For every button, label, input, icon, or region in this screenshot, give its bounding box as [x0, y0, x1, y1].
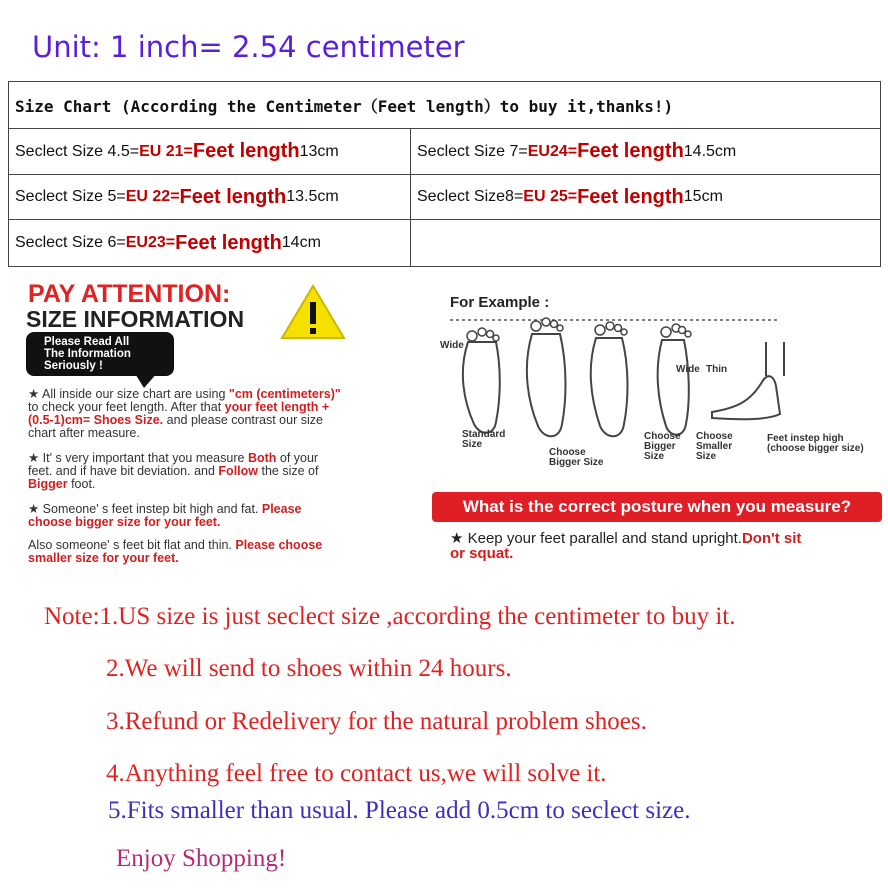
caption-text: Size: [462, 439, 483, 450]
note-highlight: "cm (centimeters)": [228, 387, 341, 401]
note-text: Also someone' s feet bit flat and thin.: [28, 538, 236, 552]
eu-size: EU 21: [139, 142, 184, 160]
caption-text: Thin: [706, 364, 728, 375]
unit-title: Unit: 1 inch= 2.54 centimeter: [32, 30, 465, 64]
foot-instep: [712, 376, 780, 419]
bubble-line: Please Read All: [44, 336, 130, 348]
note-instep-high: [28, 503, 302, 529]
cm-value: 14.5cm: [683, 142, 737, 160]
feet-length-label: Feet length: [175, 231, 282, 254]
note-text: ★ Someone' s feet instep bit high and fat.: [28, 502, 262, 516]
caption-text: Wide: [676, 364, 700, 375]
note-text: of your: [276, 451, 319, 465]
size-chart-table: [8, 81, 881, 267]
caption-text: Choose: [644, 431, 681, 442]
note-highlight: (0.5-1)cm= Shoes Size.: [28, 413, 164, 427]
equals: =: [170, 188, 180, 205]
caption-text: Size: [644, 451, 665, 462]
size-label: Seclect Size8=: [417, 188, 524, 205]
feet-length-label: Feet length: [577, 140, 684, 162]
size-cell: [411, 175, 880, 219]
eu-size: EU 22: [125, 188, 171, 205]
empty-cell: [411, 220, 880, 266]
note-text: ★ It' s very important that you measure: [28, 451, 248, 465]
read-all-bubble: [26, 332, 174, 376]
caption-text: Standard: [462, 429, 506, 440]
note-line-5: 5.Fits smaller than usual. Please add 0.5cm to seclect size.: [108, 797, 691, 824]
posture-note: [450, 531, 801, 561]
note-measure-both: [28, 452, 318, 491]
note-line-4: 4.Anything feel free to contact us,we will solve it.: [106, 760, 607, 787]
note-highlight: Bigger: [28, 477, 68, 491]
note-cm: [28, 388, 341, 440]
size-label: Seclect Size 6=: [15, 234, 126, 251]
note-highlight: Follow: [218, 464, 258, 478]
caption-choose-bigger: [644, 432, 681, 462]
equals: =: [183, 142, 193, 160]
note-text: ★ All inside our size chart are using: [28, 387, 229, 401]
posture-banner: What is the correct posture when you measure?: [432, 492, 882, 522]
note-text: chart after measure.: [28, 426, 140, 440]
note-line-1: Note:1.US size is just seclect size ,according the centimeter to buy it.: [44, 603, 736, 630]
foot-bigger: [527, 334, 566, 436]
eu-size: EU23: [125, 234, 166, 251]
cm-value: 15cm: [683, 188, 723, 205]
caption-wide: [676, 365, 700, 375]
example-label: For Example :: [450, 294, 550, 311]
eu-size: EU24: [527, 142, 568, 160]
caption-text: Choose: [549, 447, 586, 458]
size-cell: [9, 175, 411, 219]
feet-length-label: Feet length: [179, 185, 287, 208]
eu-size: EU 25: [523, 188, 568, 205]
feet-length-label: Feet length: [577, 185, 684, 208]
caption-text: Bigger Size: [549, 457, 604, 468]
caption-text: Bigger: [644, 441, 676, 452]
wide-label: Wide: [440, 340, 464, 351]
cm-value: 14cm: [281, 234, 321, 251]
note-highlight: choose bigger size for your feet.: [28, 515, 221, 529]
note-highlight: your feet length +: [224, 400, 330, 414]
pay-attention-title: PAY ATTENTION:: [28, 280, 231, 308]
foot-wide: [591, 338, 628, 436]
size-cell: [9, 129, 411, 174]
table-header-row: [9, 82, 880, 129]
equals: =: [567, 142, 578, 160]
caption-text: Feet instep high: [767, 433, 844, 444]
caption-standard: [462, 430, 505, 450]
note-highlight: smaller size for your feet.: [28, 551, 179, 565]
caption-text: (choose bigger size): [767, 443, 864, 454]
size-information-title: SIZE INFORMATION: [26, 306, 245, 332]
table-row: [9, 220, 880, 266]
caption-choose-smaller: [696, 432, 733, 462]
note-text: the size of: [258, 464, 319, 478]
note-text: feet. and if have bit deviation. and: [28, 464, 219, 478]
table-row: [9, 129, 880, 175]
foot-thin: [658, 340, 689, 435]
note-text: and please contrast our size: [163, 413, 323, 427]
caption-bigger-size: [549, 448, 603, 468]
note-line-2: 2.We will send to shoes within 24 hours.: [106, 655, 512, 682]
note-highlight: Both: [247, 451, 277, 465]
note-highlight: Please choose: [235, 538, 323, 552]
posture-highlight: Don't sit: [741, 530, 802, 547]
equals: =: [567, 188, 578, 205]
posture-highlight: or squat.: [450, 545, 514, 562]
caption-text: Size: [696, 451, 717, 462]
feet-length-label: Feet length: [192, 140, 300, 162]
table-header: Size Chart (According the Centimeter（Feet length）to buy it,thanks!): [15, 96, 674, 116]
size-information-panel: [22, 272, 882, 572]
size-label: Seclect Size 5=: [15, 188, 126, 205]
note-flat-thin: [28, 539, 322, 565]
warning-icon: [280, 284, 346, 340]
bubble-line: The Information: [44, 348, 131, 360]
caption-thin: [706, 365, 727, 375]
size-cell: [411, 129, 880, 174]
note-highlight: Please: [261, 502, 302, 516]
table-row: [9, 175, 880, 220]
size-label: Seclect Size 4.5=: [15, 142, 140, 160]
note-text: foot.: [67, 477, 96, 491]
caption-text: Choose: [696, 431, 733, 442]
caption-text: Smaller: [696, 441, 733, 452]
size-cell: [9, 220, 411, 266]
note-text: to check your feet length. After that: [28, 400, 225, 414]
note-line-3: 3.Refund or Redelivery for the natural problem shoes.: [106, 708, 647, 735]
foot-standard: [463, 342, 500, 433]
cm-value: 13cm: [299, 142, 339, 160]
size-label: Seclect Size 7=: [417, 142, 528, 160]
posture-text: ★ Keep your feet parallel and stand upright.: [450, 530, 742, 547]
equals: =: [165, 234, 176, 251]
cm-value: 13.5cm: [286, 188, 339, 205]
bubble-line: Seriously !: [44, 360, 103, 372]
enjoy-shopping: Enjoy Shopping!: [116, 845, 287, 872]
caption-instep: [767, 434, 864, 454]
